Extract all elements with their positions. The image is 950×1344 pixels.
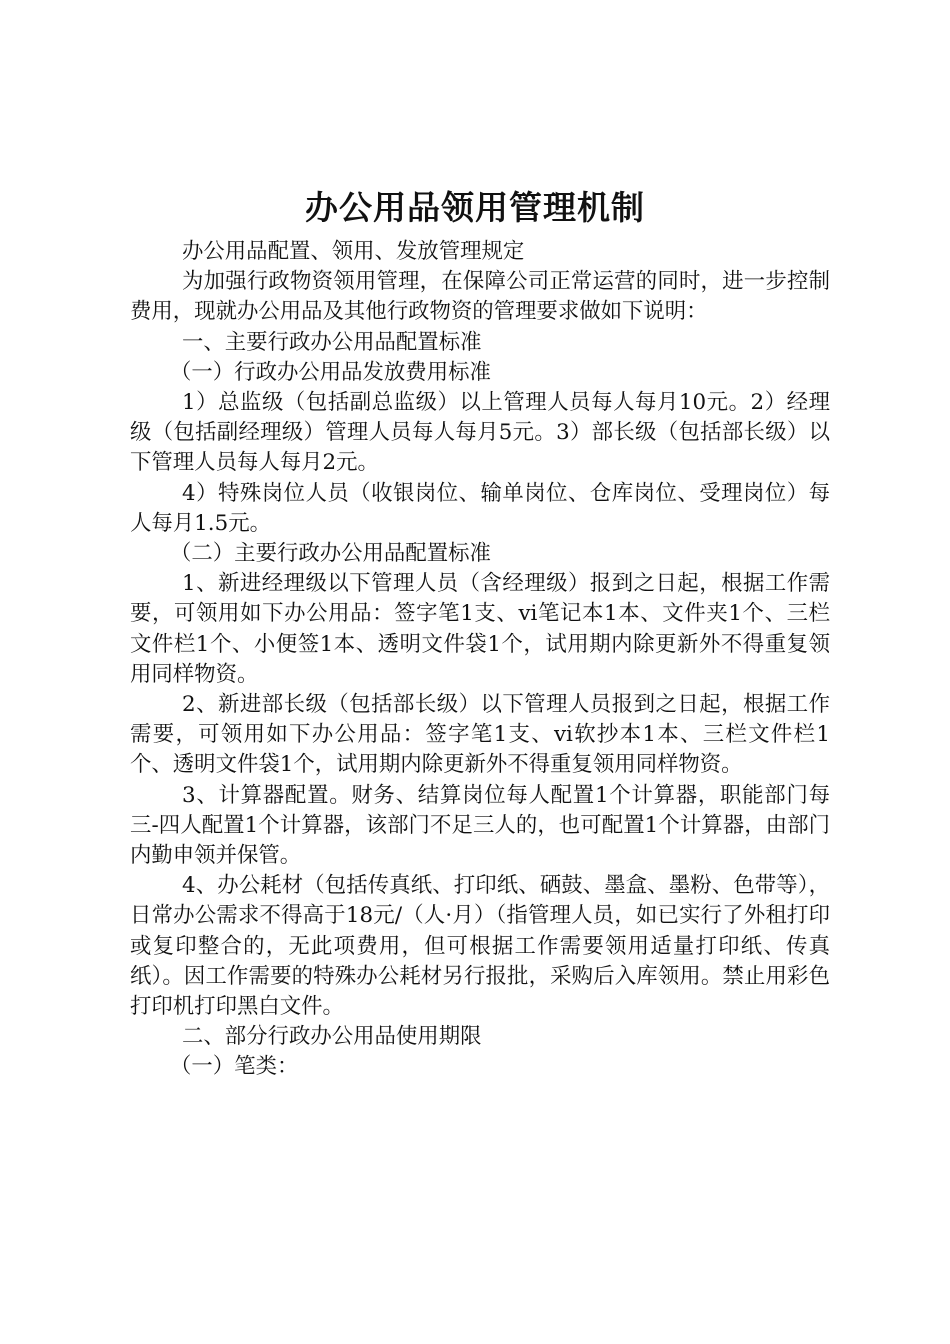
paragraph-item-1: 1、新进经理级以下管理人员（含经理级）报到之日起，根据工作需要，可领用如下办公用品：签字笔1支、vi笔记本1本、文件夹1个、三栏文件栏1个、小便签1本、透明文件袋1个，试用期内除更新外不得重复领用同样物资。 [130, 571, 830, 687]
document-body [130, 237, 830, 1083]
paragraph-subtitle: 办公用品配置、领用、发放管理规定 [182, 239, 525, 264]
paragraph-special-positions: 4）特殊岗位人员（收银岗位、输单岗位、仓库岗位、受理岗位）每人每月1.5元。 [130, 480, 830, 536]
paragraph-expense-standards: 1）总监级（包括副总监级）以上管理人员每人每月10元。2）经理级（包括副经理级）管理人员每人每月5元。3）部长级（包括部长级）以下管理人员每人每月2元。 [130, 390, 830, 476]
paragraph-item-3: 3、计算器配置。财务、结算岗位每人配置1个计算器，职能部门每三-四人配置1个计算器，该部门不足三人的，也可配置1个计算器，由部门内勤申领并保管。 [130, 782, 830, 869]
heading-subsection-2-1: （一）笔类： [170, 1054, 299, 1080]
paragraph-intro: 为加强行政物资领用管理，在保障公司正常运营的同时，进一步控制费用，现就办公用品及其他行政物资的管理要求做如下说明： [130, 269, 830, 325]
heading-subsection-1-2: （二）主要行政办公用品配置标准 [170, 541, 491, 567]
document-title: 办公用品领用管理机制 [305, 188, 645, 227]
paragraph-item-2: 2、新进部长级（包括部长级）以下管理人员报到之日起，根据工作需要，可领用如下办公用品：签字笔1支、vi软抄本1本、三栏文件栏1个、透明文件袋1个，试用期内除更新外不得重复领用同样物资。 [130, 692, 830, 778]
heading-section-1: 一、主要行政办公用品配置标准 [182, 329, 482, 355]
paragraph-item-4: 4、办公耗材（包括传真纸、打印纸、硒鼓、墨盒、墨粉、色带等），日常办公需求不得高于18元/（人·月）（指管理人员，如已实行了外租打印或复印整合的，无此项费用，但可根据工作需要领用适量打印纸、传真纸）。因工作需要的特殊办公耗材另行报批，采购后入库领用。禁止用彩色打印机打印黑白文件。 [130, 873, 830, 1020]
heading-subsection-1-1: （一）行政办公用品发放费用标准 [170, 359, 491, 385]
heading-section-2: 二、部分行政办公用品使用期限 [182, 1024, 482, 1050]
